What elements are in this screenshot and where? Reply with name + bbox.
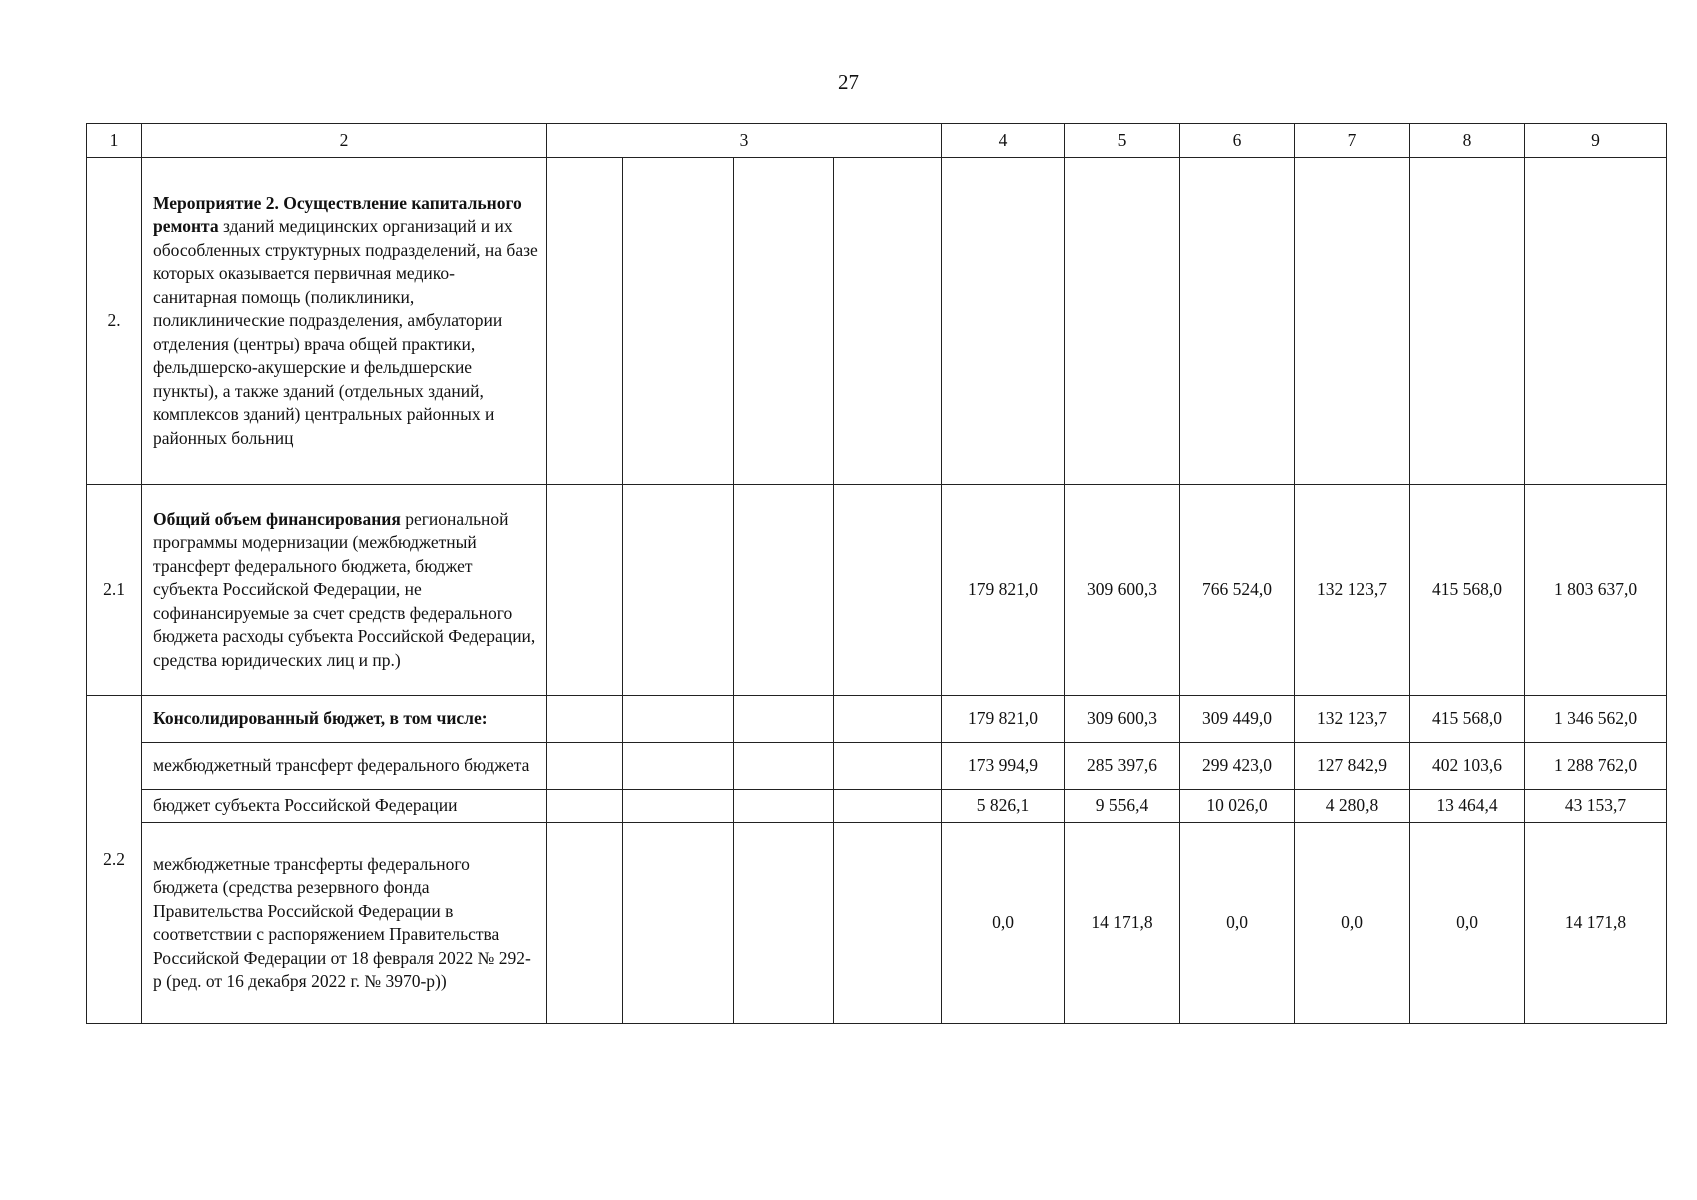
empty-cell (623, 743, 734, 790)
value-cell (1295, 158, 1410, 485)
empty-cell (547, 743, 623, 790)
table-row (87, 743, 1667, 790)
value-cell: 0,0 (942, 823, 1065, 1024)
empty-cell (547, 823, 623, 1024)
value-cell: 14 171,8 (1525, 823, 1667, 1024)
header-col-6: 6 (1180, 124, 1295, 158)
empty-cell (734, 158, 834, 485)
value-cell (1065, 158, 1180, 485)
empty-cell (623, 158, 734, 485)
value-cell: 10 026,0 (1180, 790, 1295, 823)
empty-cell (734, 790, 834, 823)
empty-cell (734, 485, 834, 696)
value-cell: 132 123,7 (1295, 696, 1410, 743)
header-col-9: 9 (1525, 124, 1667, 158)
empty-cell (834, 823, 942, 1024)
empty-cell (623, 823, 734, 1024)
value-cell: 14 171,8 (1065, 823, 1180, 1024)
row-title-bold: Консолидированный бюджет, в том числе: (153, 708, 488, 729)
empty-cell (547, 790, 623, 823)
table-row (87, 823, 1667, 1024)
row-title-bold: Общий объем финансирования (153, 508, 401, 529)
row-title-bold: Мероприятие 2. Осуществление капитального ремонта (153, 192, 522, 237)
empty-cell (547, 696, 623, 743)
row-description: межбюджетные трансферты федерального бюджета (средства резервного фонда Правительства Российской Федерации в соответствии с распоряжением Правительства Российской Федерации от 18 февраля 2022 № 292-р (ред. от 16 декабря 2022 г. № 3970-р)) (142, 823, 547, 1024)
row-title-text: зданий медицинских организаций и их обособленных структурных подразделений, на базе которых оказывается первичная медико-санитарная помощь (поликлиники, поликлинические подразделения, амбулатории отделения (центры) врача общей практики, фельдшерско-акушерские и фельдшерские пункты), а также зданий (отдельных зданий, комплексов зданий) центральных районных и районных больниц (153, 216, 538, 448)
value-cell (1410, 158, 1525, 485)
value-cell: 299 423,0 (1180, 743, 1295, 790)
value-cell: 309 449,0 (1180, 696, 1295, 743)
table-row (87, 696, 1667, 743)
value-cell (1180, 158, 1295, 485)
value-cell: 415 568,0 (1410, 696, 1525, 743)
value-cell: 179 821,0 (942, 485, 1065, 696)
empty-cell (734, 743, 834, 790)
header-col-4: 4 (942, 124, 1065, 158)
value-cell: 5 826,1 (942, 790, 1065, 823)
value-cell: 9 556,4 (1065, 790, 1180, 823)
header-col-3: 3 (547, 124, 942, 158)
value-cell: 0,0 (1180, 823, 1295, 1024)
header-col-5: 5 (1065, 124, 1180, 158)
empty-cell (834, 485, 942, 696)
value-cell: 127 842,9 (1295, 743, 1410, 790)
row-number: 2.1 (87, 485, 142, 696)
value-cell: 173 994,9 (942, 743, 1065, 790)
empty-cell (623, 696, 734, 743)
empty-cell (834, 790, 942, 823)
empty-cell (734, 696, 834, 743)
row-description: бюджет субъекта Российской Федерации (142, 790, 547, 823)
value-cell: 309 600,3 (1065, 485, 1180, 696)
table-row (87, 158, 1667, 485)
empty-cell (623, 485, 734, 696)
value-cell: 4 280,8 (1295, 790, 1410, 823)
empty-cell (834, 696, 942, 743)
header-row (87, 124, 1667, 158)
row-number: 2. (87, 158, 142, 485)
value-cell (1525, 158, 1667, 485)
row-description (142, 158, 547, 485)
value-cell: 402 103,6 (1410, 743, 1525, 790)
value-cell: 132 123,7 (1295, 485, 1410, 696)
header-col-7: 7 (1295, 124, 1410, 158)
value-cell (942, 158, 1065, 485)
value-cell: 285 397,6 (1065, 743, 1180, 790)
budget-table (86, 123, 1667, 1024)
table-row (87, 485, 1667, 696)
row-title-text: региональной программы модернизации (межбюджетный трансферт федерального бюджета, бюджет субъекта Российской Федерации, не софинансируемые за счет средств федерального бюджета расходы субъекта Российской Федерации, средства юридических лиц и пр.) (153, 508, 536, 670)
row-description (142, 485, 547, 696)
table-row (87, 790, 1667, 823)
value-cell: 415 568,0 (1410, 485, 1525, 696)
row-description: межбюджетный трансферт федерального бюджета (142, 743, 547, 790)
row-description (142, 696, 547, 743)
value-cell: 1 346 562,0 (1525, 696, 1667, 743)
empty-cell (834, 158, 942, 485)
value-cell: 0,0 (1295, 823, 1410, 1024)
value-cell: 0,0 (1410, 823, 1525, 1024)
empty-cell (623, 790, 734, 823)
empty-cell (834, 743, 942, 790)
empty-cell (547, 485, 623, 696)
value-cell: 1 803 637,0 (1525, 485, 1667, 696)
header-col-1: 1 (87, 124, 142, 158)
empty-cell (734, 823, 834, 1024)
value-cell: 179 821,0 (942, 696, 1065, 743)
header-col-2: 2 (142, 124, 547, 158)
value-cell: 766 524,0 (1180, 485, 1295, 696)
row-number: 2.2 (87, 696, 142, 1024)
header-col-8: 8 (1410, 124, 1525, 158)
page-number: 27 (838, 70, 859, 94)
value-cell: 43 153,7 (1525, 790, 1667, 823)
value-cell: 1 288 762,0 (1525, 743, 1667, 790)
empty-cell (547, 158, 623, 485)
value-cell: 13 464,4 (1410, 790, 1525, 823)
value-cell: 309 600,3 (1065, 696, 1180, 743)
